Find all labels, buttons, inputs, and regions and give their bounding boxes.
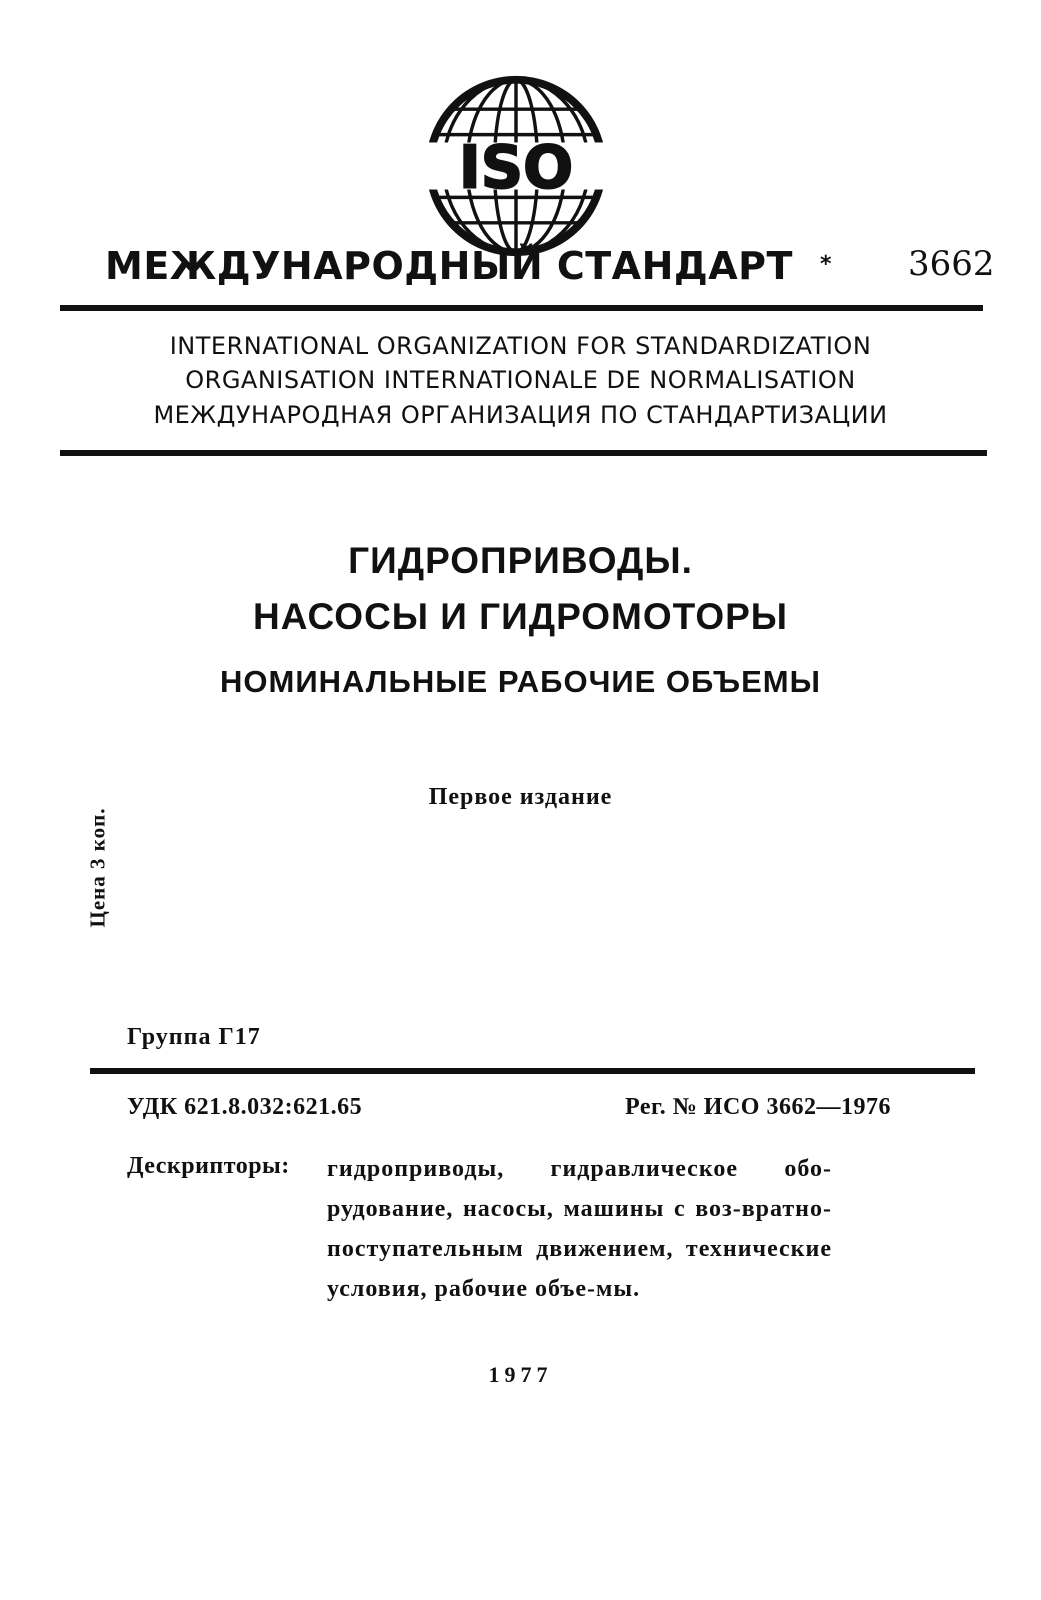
top-divider — [60, 305, 983, 311]
group-label: Группа Г17 — [127, 1024, 261, 1050]
price-label: Цена 3 коп. — [85, 807, 110, 928]
descriptors-text: гидроприводы, гидравлическое обо-рудование, насосы, машины с воз-вратно-поступательным движением, технические условия, рабочие объе-мы. — [327, 1156, 832, 1302]
udk-code: УДК 621.8.032:621.65 — [127, 1094, 363, 1120]
standard-number: 3662 — [908, 244, 995, 284]
iso-globe-logo — [418, 68, 614, 264]
organization-name-french: ORGANISATION INTERNATIONALE DE NORMALISATION — [185, 366, 856, 394]
header-title: МЕЖДУНАРОДНЫЙ СТАНДАРТ — [105, 244, 793, 288]
header-asterisk: * — [820, 252, 832, 277]
document-subtitle: НОМИНАЛЬНЫЕ РАБОЧИЕ ОБЪЕМЫ — [220, 664, 821, 699]
registration-number: Рег. № ИСО 3662—1976 — [625, 1094, 891, 1120]
descriptors-label: Дескрипторы: — [127, 1153, 290, 1179]
organization-name-russian: МЕЖДУНАРОДНАЯ ОРГАНИЗАЦИЯ ПО СТАНДАРТИЗАЦИИ — [153, 401, 888, 429]
logo-text: ISO — [458, 132, 574, 202]
edition-label: Первое издание — [428, 784, 613, 810]
publication-year: 1977 — [488, 1362, 553, 1387]
organization-name-english: INTERNATIONAL ORGANIZATION FOR STANDARDIZATION — [169, 332, 872, 360]
document-title-line-1: ГИДРОПРИВОДЫ. — [348, 540, 693, 581]
document-title-line-2: НАСОСЫ И ГИДРОМОТОРЫ — [252, 596, 789, 637]
organization-divider — [60, 450, 987, 456]
bottom-divider — [90, 1068, 975, 1074]
